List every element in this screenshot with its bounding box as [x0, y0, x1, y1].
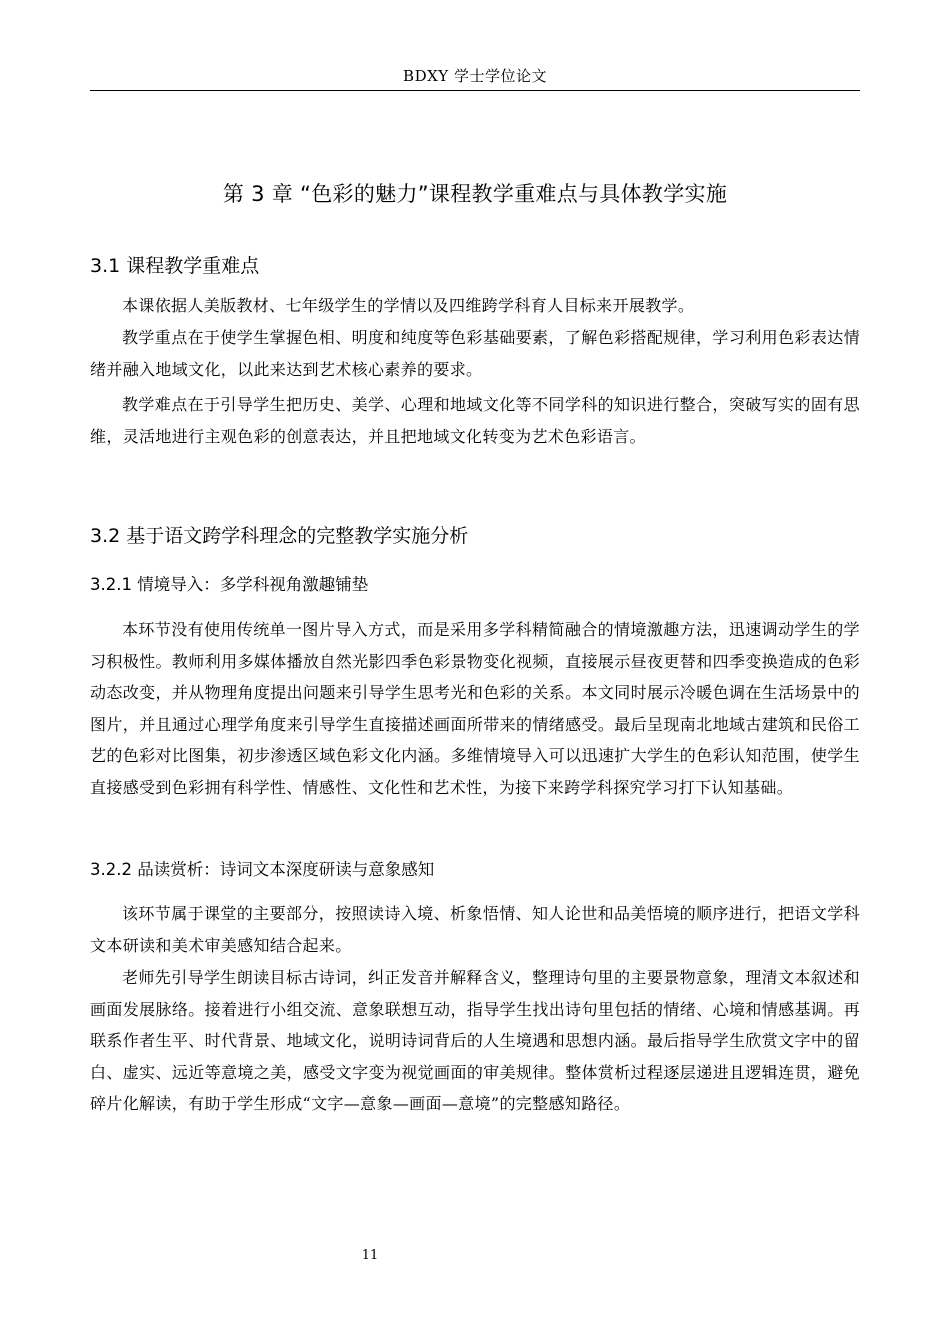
header-divider	[90, 90, 860, 91]
paragraph-3-2-2-1: 该环节属于课堂的主要部分，按照读诗入境、析象悟情、知人论世和品美悟境的顺序进行，把语文学科文本研读和美术审美感知结合起来。	[90, 904, 860, 955]
section-heading-3-1: 3.1 课程教学重难点	[90, 255, 260, 277]
paragraph-3-1-3: 教学难点在于引导学生把历史、美学、心理和地域文化等不同学科的知识进行整合，突破写实的固有思维，灵活地进行主观色彩的创意表达，并且把地域文化转变为艺术色彩语言。	[90, 395, 860, 446]
page-number: 11	[361, 1248, 379, 1263]
running-header: BDXY 学士学位论文	[403, 67, 547, 85]
paragraph-3-1-1: 本课依据人美版教材、七年级学生的学情以及四维跨学科育人目标来开展教学。	[122, 296, 695, 315]
paragraph-3-1-2: 教学重点在于使学生掌握色相、明度和纯度等色彩基础要素，了解色彩搭配规律，学习利用色彩表达情绪并融入地域文化，以此来达到艺术核心素养的要求。	[90, 328, 860, 379]
paragraph-3-2-1-1: 本环节没有使用传统单一图片导入方式，而是采用多学科精简融合的情境激趣方法，迅速调动学生的学习积极性。教师利用多媒体播放自然光影四季色彩景物变化视频，直接展示昼夜更替和四季变换造成的色彩动态改变，并从物理角度提出问题来引导学生思考光和色彩的关系。本文同时展示冷暖色调在生活场景中的图片，并且通过心理学角度来引导学生直接描述画面所带来的情绪感受。最后呈现南北地域古建筑和民俗工艺的色彩对比图集，初步渗透区域色彩文化内涵。多维情境导入可以迅速扩大学生的色彩认知范围，使学生直接感受到色彩拥有科学性、情感性、文化性和艺术性，为接下来跨学科探究学习打下认知基础。	[90, 620, 860, 797]
chapter-title: 第 3 章 “色彩的魅力”课程教学重难点与具体教学实施	[222, 182, 728, 206]
subsection-heading-3-2-1: 3.2.1 情境导入：多学科视角激趣铺垫	[90, 575, 369, 594]
paragraph-3-2-2-2: 老师先引导学生朗读目标古诗词，纠正发音并解释含义，整理诗句里的主要景物意象，理清文本叙述和画面发展脉络。接着进行小组交流、意象联想互动，指导学生找出诗句里包括的情绪、心境和情感基调。再联系作者生平、时代背景、地域文化，说明诗词背后的人生境遇和思想内涵。最后指导学生欣赏文字中的留白、虚实、远近等意境之美，感受文字变为视觉画面的审美规律。整体赏析过程逐层递进且逻辑连贯，避免碎片化解读，有助于学生形成“文字—意象—画面—意境”的完整感知路径。	[90, 968, 860, 1113]
section-heading-3-2: 3.2 基于语文跨学科理念的完整教学实施分析	[90, 525, 469, 547]
subsection-heading-3-2-2: 3.2.2 品读赏析：诗词文本深度研读与意象感知	[90, 860, 435, 879]
